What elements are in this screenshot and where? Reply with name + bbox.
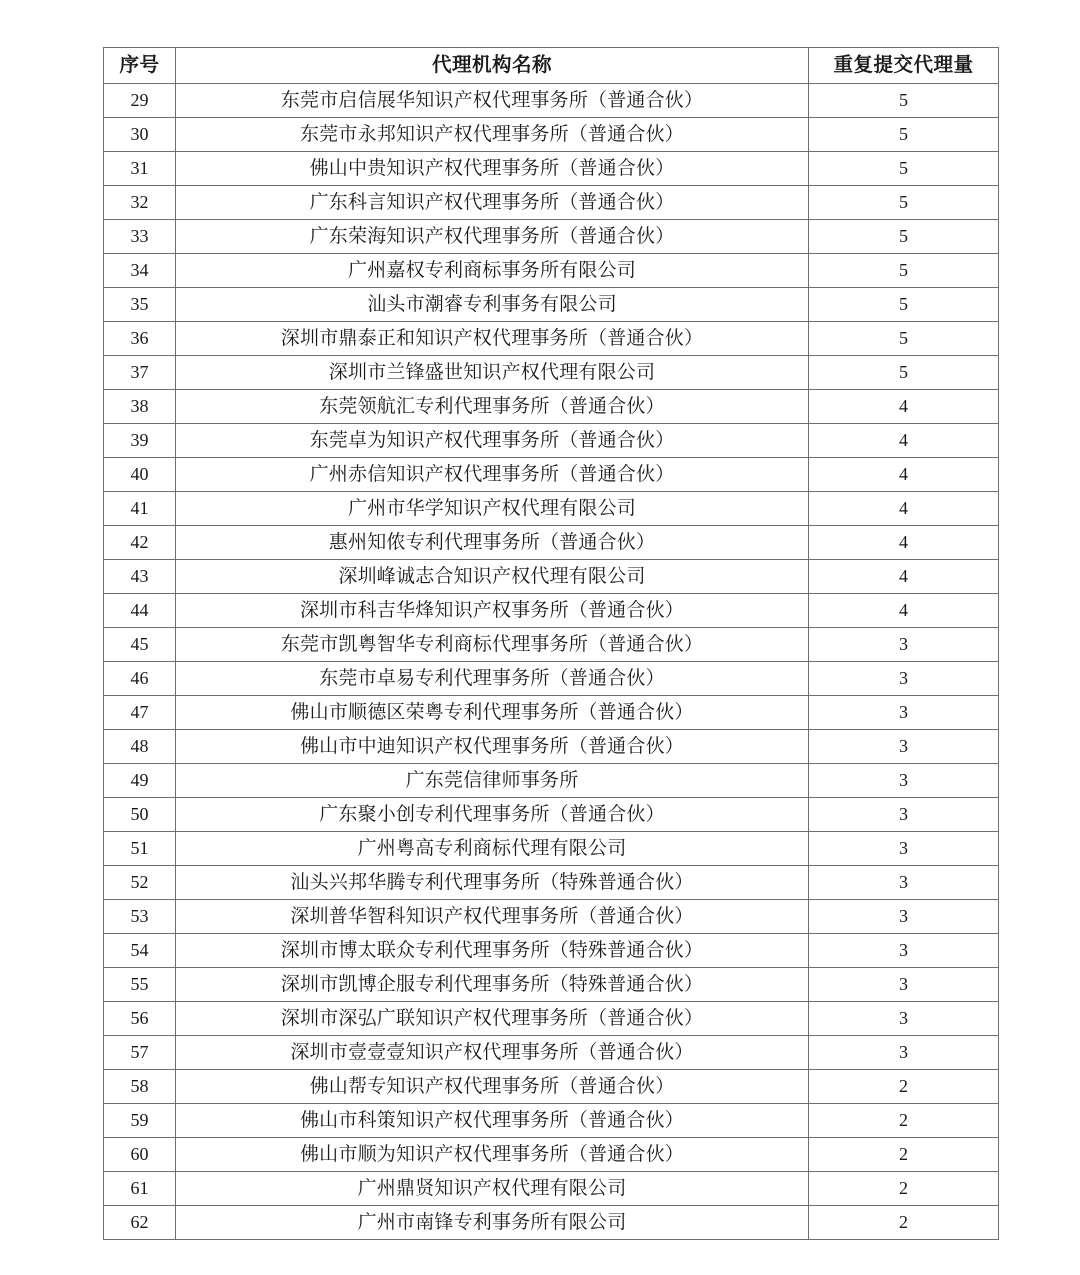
- cell-index: 32: [104, 186, 176, 220]
- cell-index: 37: [104, 356, 176, 390]
- cell-agency-name: 东莞市凯粤智华专利商标代理事务所（普通合伙）: [176, 628, 809, 662]
- cell-duplicate-count: 3: [809, 900, 999, 934]
- cell-duplicate-count: 5: [809, 254, 999, 288]
- cell-agency-name: 广州鼎贤知识产权代理有限公司: [176, 1172, 809, 1206]
- cell-index: 39: [104, 424, 176, 458]
- table-row: [104, 1036, 999, 1070]
- table-row: [104, 492, 999, 526]
- cell-duplicate-count: 2: [809, 1104, 999, 1138]
- cell-agency-name: 广州粤高专利商标代理有限公司: [176, 832, 809, 866]
- cell-duplicate-count: 4: [809, 424, 999, 458]
- cell-index: 45: [104, 628, 176, 662]
- cell-agency-name: 佛山市中迪知识产权代理事务所（普通合伙）: [176, 730, 809, 764]
- cell-duplicate-count: 2: [809, 1070, 999, 1104]
- agency-table-container: [103, 47, 998, 1240]
- cell-index: 48: [104, 730, 176, 764]
- table-row: [104, 798, 999, 832]
- cell-index: 38: [104, 390, 176, 424]
- cell-agency-name: 深圳市深弘广联知识产权代理事务所（普通合伙）: [176, 1002, 809, 1036]
- table-row: [104, 968, 999, 1002]
- cell-duplicate-count: 4: [809, 390, 999, 424]
- table-row: [104, 1206, 999, 1240]
- cell-agency-name: 东莞市卓易专利代理事务所（普通合伙）: [176, 662, 809, 696]
- cell-agency-name: 佛山帮专知识产权代理事务所（普通合伙）: [176, 1070, 809, 1104]
- cell-duplicate-count: 5: [809, 322, 999, 356]
- cell-index: 52: [104, 866, 176, 900]
- cell-index: 43: [104, 560, 176, 594]
- table-row: [104, 764, 999, 798]
- table-row: [104, 288, 999, 322]
- table-row: [104, 628, 999, 662]
- cell-agency-name: 深圳市鼎泰正和知识产权代理事务所（普通合伙）: [176, 322, 809, 356]
- table-row: [104, 1002, 999, 1036]
- cell-index: 60: [104, 1138, 176, 1172]
- cell-duplicate-count: 3: [809, 934, 999, 968]
- cell-duplicate-count: 3: [809, 696, 999, 730]
- table-row: [104, 832, 999, 866]
- cell-index: 47: [104, 696, 176, 730]
- column-header-name: 代理机构名称: [176, 48, 809, 84]
- cell-index: 61: [104, 1172, 176, 1206]
- cell-agency-name: 广州市南锋专利事务所有限公司: [176, 1206, 809, 1240]
- cell-index: 31: [104, 152, 176, 186]
- cell-agency-name: 佛山市顺德区荣粤专利代理事务所（普通合伙）: [176, 696, 809, 730]
- table-row: [104, 594, 999, 628]
- cell-index: 41: [104, 492, 176, 526]
- cell-duplicate-count: 3: [809, 832, 999, 866]
- cell-duplicate-count: 4: [809, 594, 999, 628]
- table-row: [104, 696, 999, 730]
- table-body: [104, 84, 999, 1240]
- cell-duplicate-count: 5: [809, 186, 999, 220]
- cell-duplicate-count: 3: [809, 1036, 999, 1070]
- table-row: [104, 220, 999, 254]
- cell-agency-name: 汕头市潮睿专利事务有限公司: [176, 288, 809, 322]
- cell-agency-name: 惠州知侬专利代理事务所（普通合伙）: [176, 526, 809, 560]
- cell-duplicate-count: 5: [809, 118, 999, 152]
- cell-duplicate-count: 2: [809, 1206, 999, 1240]
- cell-agency-name: 广州赤信知识产权代理事务所（普通合伙）: [176, 458, 809, 492]
- table-row: [104, 730, 999, 764]
- cell-index: 53: [104, 900, 176, 934]
- table-header: [104, 48, 999, 84]
- cell-index: 62: [104, 1206, 176, 1240]
- table-row: [104, 526, 999, 560]
- cell-agency-name: 深圳市凯博企服专利代理事务所（特殊普通合伙）: [176, 968, 809, 1002]
- cell-agency-name: 广州市华学知识产权代理有限公司: [176, 492, 809, 526]
- table-row: [104, 390, 999, 424]
- cell-index: 56: [104, 1002, 176, 1036]
- cell-agency-name: 东莞市永邦知识产权代理事务所（普通合伙）: [176, 118, 809, 152]
- column-header-index: 序号: [104, 48, 176, 84]
- table-row: [104, 866, 999, 900]
- cell-index: 44: [104, 594, 176, 628]
- cell-index: 42: [104, 526, 176, 560]
- cell-index: 29: [104, 84, 176, 118]
- cell-index: 34: [104, 254, 176, 288]
- cell-index: 57: [104, 1036, 176, 1070]
- cell-index: 49: [104, 764, 176, 798]
- table-row: [104, 356, 999, 390]
- cell-agency-name: 东莞卓为知识产权代理事务所（普通合伙）: [176, 424, 809, 458]
- cell-index: 46: [104, 662, 176, 696]
- cell-duplicate-count: 5: [809, 84, 999, 118]
- table-row: [104, 254, 999, 288]
- cell-index: 51: [104, 832, 176, 866]
- cell-duplicate-count: 4: [809, 560, 999, 594]
- cell-agency-name: 广东莞信律师事务所: [176, 764, 809, 798]
- table-row: [104, 1172, 999, 1206]
- cell-duplicate-count: 3: [809, 628, 999, 662]
- agency-table: [103, 47, 999, 1240]
- cell-agency-name: 深圳市博太联众专利代理事务所（特殊普通合伙）: [176, 934, 809, 968]
- table-row: [104, 560, 999, 594]
- cell-duplicate-count: 5: [809, 220, 999, 254]
- cell-agency-name: 汕头兴邦华腾专利代理事务所（特殊普通合伙）: [176, 866, 809, 900]
- table-row: [104, 84, 999, 118]
- cell-duplicate-count: 3: [809, 798, 999, 832]
- cell-index: 35: [104, 288, 176, 322]
- cell-duplicate-count: 3: [809, 1002, 999, 1036]
- table-row: [104, 662, 999, 696]
- cell-duplicate-count: 4: [809, 492, 999, 526]
- cell-agency-name: 深圳市兰锋盛世知识产权代理有限公司: [176, 356, 809, 390]
- cell-agency-name: 佛山市顺为知识产权代理事务所（普通合伙）: [176, 1138, 809, 1172]
- cell-index: 58: [104, 1070, 176, 1104]
- cell-duplicate-count: 5: [809, 152, 999, 186]
- cell-duplicate-count: 5: [809, 356, 999, 390]
- cell-duplicate-count: 4: [809, 458, 999, 492]
- cell-duplicate-count: 3: [809, 730, 999, 764]
- cell-agency-name: 广州嘉权专利商标事务所有限公司: [176, 254, 809, 288]
- cell-duplicate-count: 3: [809, 866, 999, 900]
- cell-agency-name: 佛山市科策知识产权代理事务所（普通合伙）: [176, 1104, 809, 1138]
- cell-duplicate-count: 4: [809, 526, 999, 560]
- table-row: [104, 186, 999, 220]
- cell-index: 59: [104, 1104, 176, 1138]
- table-row: [104, 900, 999, 934]
- cell-duplicate-count: 2: [809, 1138, 999, 1172]
- column-header-count: 重复提交代理量: [809, 48, 999, 84]
- cell-index: 40: [104, 458, 176, 492]
- table-row: [104, 1104, 999, 1138]
- cell-duplicate-count: 3: [809, 764, 999, 798]
- cell-duplicate-count: 5: [809, 288, 999, 322]
- cell-agency-name: 东莞领航汇专利代理事务所（普通合伙）: [176, 390, 809, 424]
- cell-index: 50: [104, 798, 176, 832]
- cell-agency-name: 佛山中贵知识产权代理事务所（普通合伙）: [176, 152, 809, 186]
- cell-agency-name: 广东荣海知识产权代理事务所（普通合伙）: [176, 220, 809, 254]
- table-row: [104, 118, 999, 152]
- cell-duplicate-count: 3: [809, 968, 999, 1002]
- cell-agency-name: 深圳峰诚志合知识产权代理有限公司: [176, 560, 809, 594]
- cell-duplicate-count: 3: [809, 662, 999, 696]
- cell-agency-name: 广东科言知识产权代理事务所（普通合伙）: [176, 186, 809, 220]
- table-row: [104, 424, 999, 458]
- header-row: [104, 48, 999, 84]
- cell-index: 55: [104, 968, 176, 1002]
- table-row: [104, 458, 999, 492]
- cell-index: 30: [104, 118, 176, 152]
- table-row: [104, 1138, 999, 1172]
- cell-agency-name: 深圳市科吉华烽知识产权事务所（普通合伙）: [176, 594, 809, 628]
- cell-agency-name: 深圳普华智科知识产权代理事务所（普通合伙）: [176, 900, 809, 934]
- cell-index: 36: [104, 322, 176, 356]
- cell-duplicate-count: 2: [809, 1172, 999, 1206]
- table-row: [104, 322, 999, 356]
- cell-index: 33: [104, 220, 176, 254]
- cell-agency-name: 东莞市启信展华知识产权代理事务所（普通合伙）: [176, 84, 809, 118]
- table-row: [104, 1070, 999, 1104]
- cell-agency-name: 广东聚小创专利代理事务所（普通合伙）: [176, 798, 809, 832]
- table-row: [104, 152, 999, 186]
- cell-index: 54: [104, 934, 176, 968]
- table-row: [104, 934, 999, 968]
- cell-agency-name: 深圳市壹壹壹知识产权代理事务所（普通合伙）: [176, 1036, 809, 1070]
